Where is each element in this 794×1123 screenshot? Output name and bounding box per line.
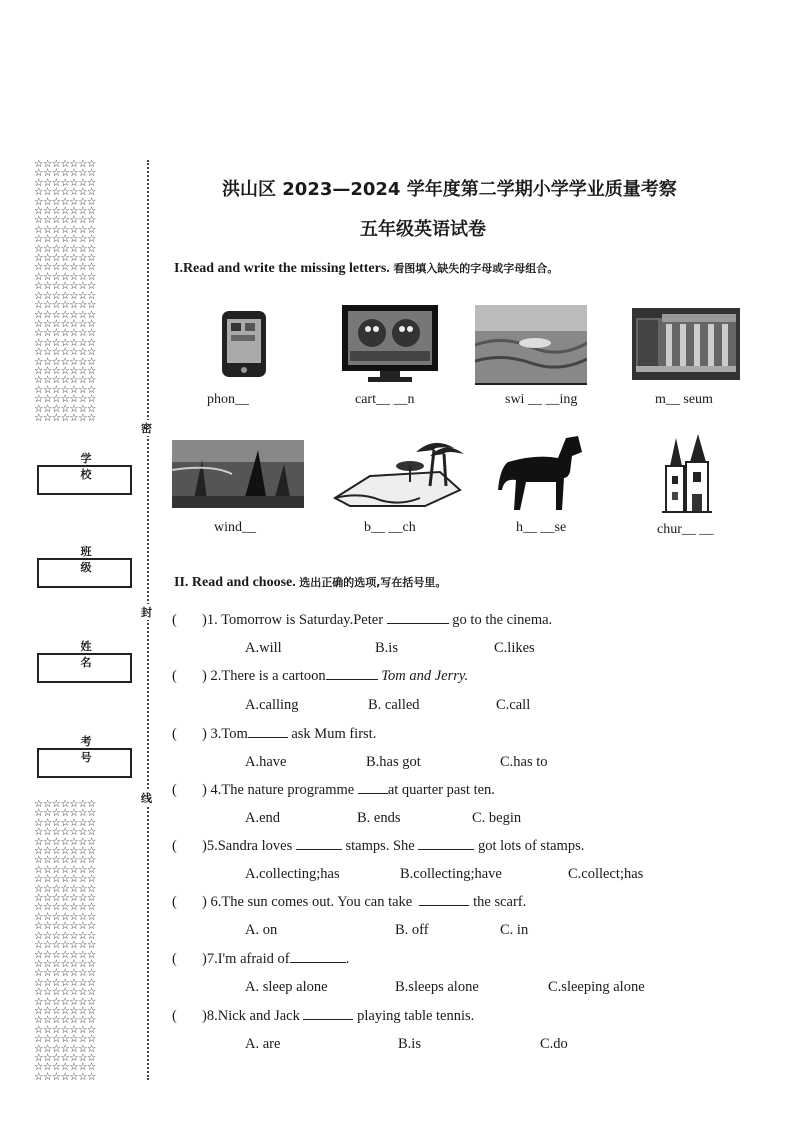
horse-image xyxy=(496,432,584,514)
answer-blank xyxy=(290,951,346,963)
seal-char-feng: 封 xyxy=(141,606,152,619)
exam-subtitle: 五年级英语试卷 xyxy=(360,219,486,240)
caption-phone: phon__ xyxy=(207,392,249,407)
caption-beach: b__ __ch xyxy=(364,520,416,535)
question-3 xyxy=(172,726,376,743)
question-text: Sandra loves xyxy=(217,838,293,854)
beach-image xyxy=(330,436,465,508)
question-number: ) 4. xyxy=(202,782,222,798)
option-a[interactable]: A. on xyxy=(245,922,278,938)
question-8 xyxy=(172,1008,474,1025)
question-text: Tom and Jerry. xyxy=(381,668,469,684)
answer-blank xyxy=(358,782,388,794)
class-field[interactable] xyxy=(37,558,132,588)
answer-bracket[interactable]: ( xyxy=(172,951,177,967)
question-number: ) 2. xyxy=(202,668,222,684)
question-text: The sun comes out. You can take xyxy=(221,894,413,910)
option-b[interactable]: B. called xyxy=(368,697,420,713)
question-text: Tomorrow is Saturday.Peter xyxy=(221,612,384,628)
exam-number-label: 考 号 xyxy=(80,735,118,764)
answer-blank xyxy=(296,838,342,850)
cartoon-image xyxy=(340,303,440,385)
question-text: ask Mum first. xyxy=(291,726,377,742)
caption-cartoon: cart__ __n xyxy=(355,392,415,407)
section1-heading-en: I.Read and write the missing letters. xyxy=(174,261,390,276)
church-image xyxy=(660,432,712,516)
option-b[interactable]: B.collecting;have xyxy=(400,866,502,882)
question-text: playing table tennis. xyxy=(357,1008,475,1024)
question-number: ) 3. xyxy=(202,726,222,742)
question-text: go to the cinema. xyxy=(452,612,553,628)
question-4 xyxy=(172,782,495,799)
answer-blank xyxy=(303,1008,353,1020)
star-border-bottom: ☆☆☆☆☆☆☆ ☆☆☆☆☆☆☆ ☆☆☆☆☆☆☆ ☆☆☆☆☆☆☆ ☆☆☆☆☆☆☆ ☆☆☆☆☆☆☆ ☆☆☆☆☆☆☆ ☆☆☆☆☆☆☆ ☆☆☆☆☆☆☆ ☆☆☆☆☆☆☆ ☆☆☆☆☆☆☆ ☆☆☆☆☆☆☆ ☆☆☆☆☆☆☆ ☆☆☆☆☆☆☆ ☆☆☆☆☆☆☆ ☆☆☆☆☆☆☆ ☆☆☆☆☆☆☆ ☆☆☆☆☆☆☆ ☆☆☆☆☆☆☆ ☆☆☆☆☆☆☆ ☆☆☆☆☆☆☆ ☆☆☆☆☆☆☆ ☆☆☆☆☆☆☆ ☆☆☆☆☆☆☆ ☆☆☆☆☆☆☆ ☆☆☆☆☆☆☆ ☆☆☆☆☆☆☆ ☆☆☆☆☆☆☆ ☆☆☆☆☆☆☆ ☆☆☆☆☆☆☆ xyxy=(34,800,96,1082)
answer-bracket[interactable]: ( xyxy=(172,894,177,910)
museum-image xyxy=(632,308,740,380)
caption-church: chur__ __ xyxy=(657,522,714,537)
answer-bracket[interactable]: ( xyxy=(172,668,177,684)
question-text: at quarter past ten. xyxy=(387,782,495,798)
option-b[interactable]: B.is xyxy=(375,640,398,656)
section1-heading xyxy=(174,260,558,277)
question-6 xyxy=(172,894,526,911)
question-7 xyxy=(172,951,349,968)
question-text: I'm afraid of xyxy=(217,951,290,967)
answer-bracket[interactable]: ( xyxy=(172,612,177,628)
answer-blank xyxy=(387,612,449,624)
option-a[interactable]: A.collecting;has xyxy=(245,866,340,882)
question-2 xyxy=(172,668,468,685)
section1-heading-cn: 看图填入缺失的字母或字母组合。 xyxy=(393,262,559,275)
question-text: The nature programme xyxy=(221,782,355,798)
question-text: got lots of stamps. xyxy=(478,838,585,854)
option-b[interactable]: B.is xyxy=(398,1036,421,1052)
school-label: 学 校 xyxy=(80,452,118,481)
question-number: )5. xyxy=(202,838,218,854)
option-b[interactable]: B.sleeps alone xyxy=(395,979,479,995)
question-1 xyxy=(172,612,552,629)
answer-bracket[interactable]: ( xyxy=(172,838,177,854)
option-c[interactable]: C.call xyxy=(496,697,531,713)
question-number: )8. xyxy=(202,1008,218,1024)
option-c[interactable]: C.collect;has xyxy=(568,866,644,882)
binding-dotted-line xyxy=(147,160,149,1080)
section2-heading-cn: 选出正确的选项,写在括号里。 xyxy=(299,576,447,589)
swimming-image xyxy=(475,305,587,385)
option-a[interactable]: A.have xyxy=(245,754,287,770)
option-a[interactable]: A.will xyxy=(245,640,282,656)
exam-number-field[interactable] xyxy=(37,748,132,778)
star-border-top: ☆☆☆☆☆☆☆ ☆☆☆☆☆☆☆ ☆☆☆☆☆☆☆ ☆☆☆☆☆☆☆ ☆☆☆☆☆☆☆ ☆☆☆☆☆☆☆ ☆☆☆☆☆☆☆ ☆☆☆☆☆☆☆ ☆☆☆☆☆☆☆ ☆☆☆☆☆☆☆ ☆☆☆☆☆☆☆ ☆☆☆☆☆☆☆ ☆☆☆☆☆☆☆ ☆☆☆☆☆☆☆ ☆☆☆☆☆☆☆ ☆☆☆☆☆☆☆ ☆☆☆☆☆☆☆ ☆☆☆☆☆☆☆ ☆☆☆☆☆☆☆ ☆☆☆☆☆☆☆ ☆☆☆☆☆☆☆ ☆☆☆☆☆☆☆ ☆☆☆☆☆☆☆ ☆☆☆☆☆☆☆ ☆☆☆☆☆☆☆ ☆☆☆☆☆☆☆ ☆☆☆☆☆☆☆ ☆☆☆☆☆☆☆ xyxy=(34,160,96,424)
answer-blank xyxy=(248,726,288,738)
option-b[interactable]: B. off xyxy=(395,922,429,938)
answer-blank xyxy=(419,894,469,906)
option-c[interactable]: C.likes xyxy=(494,640,535,656)
option-a[interactable]: A. are xyxy=(245,1036,281,1052)
seal-char-mi: 密 xyxy=(141,422,152,435)
caption-museum: m__ seum xyxy=(655,392,713,407)
caption-wind: wind__ xyxy=(214,520,256,535)
answer-bracket[interactable]: ( xyxy=(172,782,177,798)
option-a[interactable]: A.calling xyxy=(245,697,299,713)
section2-heading-en: II. Read and choose. xyxy=(174,575,296,590)
wind-image xyxy=(172,440,304,508)
option-a[interactable]: A. sleep alone xyxy=(245,979,328,995)
name-field[interactable] xyxy=(37,653,132,683)
option-c[interactable]: C.do xyxy=(540,1036,568,1052)
phone-image xyxy=(218,305,274,383)
caption-horse: h__ __se xyxy=(516,520,567,535)
option-b[interactable]: B.has got xyxy=(366,754,421,770)
answer-blank xyxy=(326,668,378,680)
question-number: )1. xyxy=(202,612,218,628)
option-c[interactable]: C.has to xyxy=(500,754,548,770)
answer-blank xyxy=(418,838,474,850)
caption-swimming: swi __ __ing xyxy=(505,392,578,407)
option-c[interactable]: C. begin xyxy=(472,810,522,826)
option-c[interactable]: C. in xyxy=(500,922,529,938)
question-number: )7. xyxy=(202,951,218,967)
section2-heading xyxy=(174,574,446,591)
exam-title: 洪山区 2023—2024 学年度第二学期小学学业质量考察 xyxy=(222,179,677,200)
question-text: There is a cartoon xyxy=(221,668,326,684)
question-text: . xyxy=(345,951,350,967)
question-5 xyxy=(172,838,584,855)
class-label: 班 级 xyxy=(80,545,118,574)
school-field[interactable] xyxy=(37,465,132,495)
option-c[interactable]: C.sleeping alone xyxy=(548,979,645,995)
seal-char-xian: 线 xyxy=(141,792,152,805)
question-text: Nick and Jack xyxy=(217,1008,300,1024)
question-text: Tom xyxy=(221,726,248,742)
question-number: ) 6. xyxy=(202,894,222,910)
question-text: the scarf. xyxy=(473,894,527,910)
answer-bracket[interactable]: ( xyxy=(172,1008,177,1024)
option-b[interactable]: B. ends xyxy=(357,810,401,826)
answer-bracket[interactable]: ( xyxy=(172,726,177,742)
name-label: 姓 名 xyxy=(80,640,118,669)
option-a[interactable]: A.end xyxy=(245,810,281,826)
question-text: stamps. She xyxy=(345,838,415,854)
